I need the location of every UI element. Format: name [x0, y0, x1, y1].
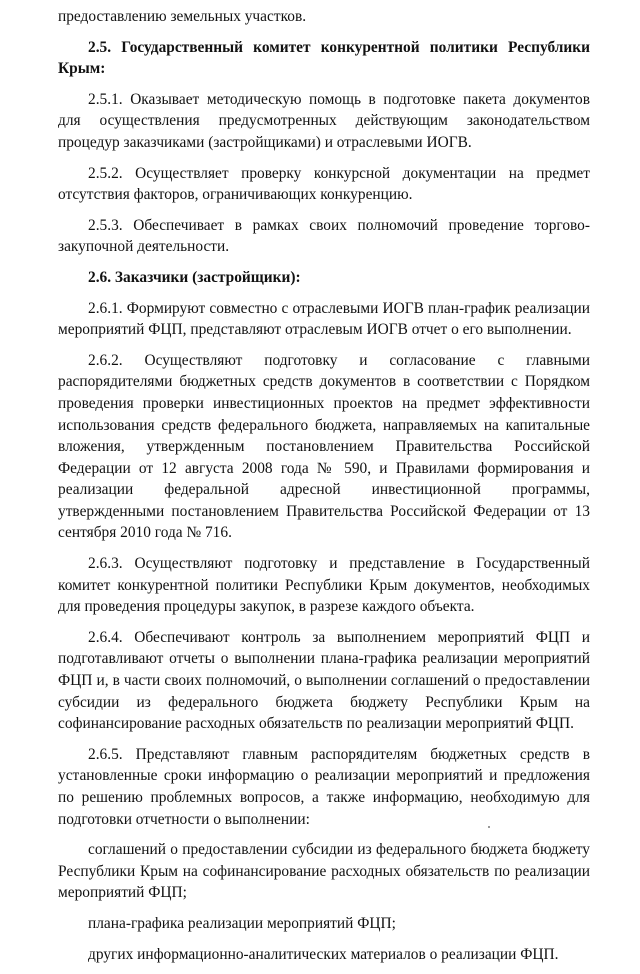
- paragraph-2-6-2: 2.6.2. Осуществляют подготовку и согласование с главными распорядителями бюджетных средств документов в соответствии с Порядком проведения проверки инвестиционных проектов на предмет эффективности использования средств федерального бюджета, направляемых на капитальные вложения, утвержденным постановлением Правительства Российской Федерации от 12 августа 2008 года № 590, и Правилами формирования и реализации федеральной адресной инвестиционной программы, утвержденными постановлением Правительства Российской Федерации от 13 сентября 2010 года № 716.: [58, 351, 590, 542]
- scan-speck: [488, 826, 490, 828]
- paragraph-2-6-1: 2.6.1. Формируют совместно с отраслевыми ИОГВ план-график реализации мероприятий ФЦП, представляют отраслевым ИОГВ отчет о его выполнении.: [58, 299, 590, 339]
- paragraph-2-5-2: 2.5.2. Осуществляет проверку конкурсной документации на предмет отсутствия факторов, ограничивающих конкуренцию.: [58, 164, 590, 204]
- section-heading-2-5: 2.5. Государственный комитет конкурентной политики Республики Крым:: [58, 38, 590, 78]
- paragraph-2-5-3: 2.5.3. Обеспечивает в рамках своих полномочий проведение торгово-закупочной деятельности.: [58, 216, 590, 256]
- paragraph-2-5-1: 2.5.1. Оказывает методическую помощь в подготовке пакета документов для осуществления предусмотренных действующим законодательством процедур заказчиками (застройщиками) и отраслевыми ИОГВ.: [58, 90, 590, 151]
- paragraph-2-6-3: 2.6.3. Осуществляют подготовку и представление в Государственный комитет конкурентной политики Республики Крым документов, необходимых для проведения процедуры закупок, в разрезе каждого объекта.: [58, 555, 590, 616]
- list-item-materials: других информационно-аналитических материалов о реализации ФЦП.: [88, 945, 559, 963]
- paragraph-2-6-4: 2.6.4. Обеспечивают контроль за выполнением мероприятий ФЦП и подготавливают отчеты о выполнении плана-графика реализации мероприятий ФЦП и, в части своих полномочий, о выполнении соглашений о предоставлении субсидии из федерального бюджета бюджету Республики Крым на софинансирование расходных обязательств по реализации мероприятий ФЦП.: [58, 628, 590, 733]
- section-heading-2-6: 2.6. Заказчики (застройщики):: [88, 268, 301, 286]
- paragraph-continuation: предоставлению земельных участков.: [58, 8, 307, 25]
- list-item-agreements: соглашений о предоставлении субсидии из федерального бюджета бюджету Республики Крым на софинансирование расходных обязательств по реализации мероприятий ФЦП;: [58, 841, 590, 902]
- document-page: [58, 6, 590, 974]
- list-item-schedule: плана-графика реализации мероприятий ФЦП;: [88, 914, 396, 932]
- paragraph-2-6-5: 2.6.5. Представляют главным распорядителям бюджетных средств в установленные сроки информацию о реализации мероприятий и предложения по решению проблемных вопросов, а также информацию, необходимую для подготовки отчетности о выполнении:: [58, 745, 590, 828]
